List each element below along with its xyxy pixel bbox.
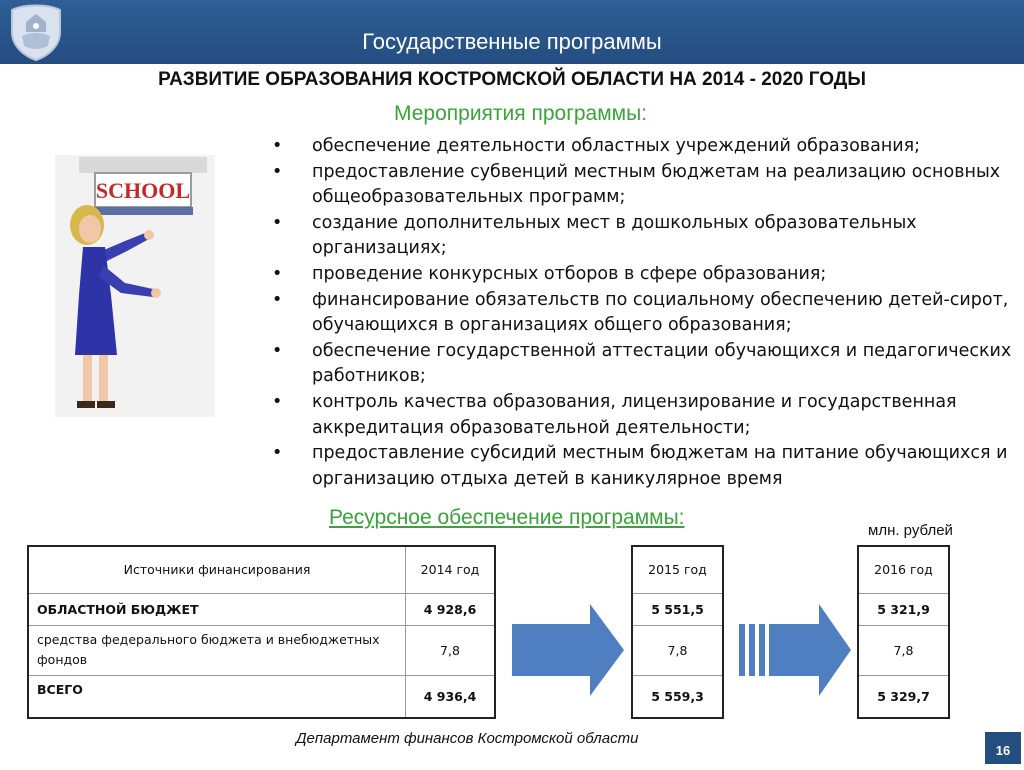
row-label: средства федерального бюджета и внебюджетных фондов bbox=[28, 625, 406, 675]
page-number: 16 bbox=[985, 732, 1021, 764]
measures-list bbox=[272, 134, 1017, 492]
funding-table-2014 bbox=[27, 545, 496, 719]
value-cell: 5 329,7 bbox=[858, 675, 949, 718]
year-header: 2015 год bbox=[632, 546, 723, 593]
sign-text: SCHOOL bbox=[95, 178, 191, 203]
year-header: 2014 год bbox=[406, 546, 496, 593]
resources-heading: Ресурсное обеспечение программы: bbox=[329, 506, 685, 529]
list-item: • проведение конкурсных отборов в сфере образования; bbox=[272, 262, 1017, 288]
list-item: • финансирование обязательств по социальному обеспечению детей-сирот, обучающихся в организациях общего образования; bbox=[272, 288, 1017, 339]
list-item: • предоставление субвенций местным бюджетам на реализацию основных общеобразовательных программ; bbox=[272, 160, 1017, 211]
arrow-right-icon bbox=[510, 602, 626, 698]
value-cell: 5 559,3 bbox=[632, 675, 723, 718]
units-label: млн. рублей bbox=[868, 522, 953, 539]
funding-table-2016 bbox=[857, 545, 950, 719]
list-item: • контроль качества образования, лицензирование и государственная аккредитация образовательной деятельности; bbox=[272, 390, 1017, 441]
value-cell: 5 321,9 bbox=[858, 593, 949, 625]
measures-heading: Мероприятия программы: bbox=[394, 102, 648, 125]
list-item: • предоставление субсидий местным бюджетам на питание обучающихся и организацию отдыха детей в каникулярное время bbox=[272, 441, 1017, 492]
table-row bbox=[28, 593, 495, 625]
value-cell: 7,8 bbox=[858, 625, 949, 675]
funding-table-2015 bbox=[631, 545, 724, 719]
table-row bbox=[28, 675, 495, 718]
program-title: РАЗВИТИЕ ОБРАЗОВАНИЯ КОСТРОМСКОЙ ОБЛАСТИ НА 2014 - 2020 ГОДЫ bbox=[158, 69, 866, 90]
value-cell: 7,8 bbox=[406, 625, 496, 675]
value-cell: 7,8 bbox=[632, 625, 723, 675]
year-header: 2016 год bbox=[858, 546, 949, 593]
header-cell: Источники финансирования bbox=[28, 546, 406, 593]
value-cell: 5 551,5 bbox=[632, 593, 723, 625]
footer-department: Департамент финансов Костромской области bbox=[296, 730, 639, 747]
list-item: • создание дополнительных мест в дошкольных образовательных организациях; bbox=[272, 211, 1017, 262]
value-cell: 4 936,4 bbox=[406, 675, 496, 718]
value-cell: 4 928,6 bbox=[406, 593, 496, 625]
row-label: ОБЛАСТНОЙ БЮДЖЕТ bbox=[28, 593, 406, 625]
table-row bbox=[28, 625, 495, 675]
striped-arrow-right-icon bbox=[737, 602, 853, 698]
teacher-illustration bbox=[55, 155, 215, 417]
header-bar bbox=[0, 0, 1024, 64]
list-item: • обеспечение деятельности областных учреждений образования; bbox=[272, 134, 1017, 160]
section-title: Государственные программы bbox=[362, 29, 662, 54]
row-label: ВСЕГО bbox=[28, 675, 406, 718]
list-item: • обеспечение государственной аттестации обучающихся и педагогических работников; bbox=[272, 339, 1017, 390]
